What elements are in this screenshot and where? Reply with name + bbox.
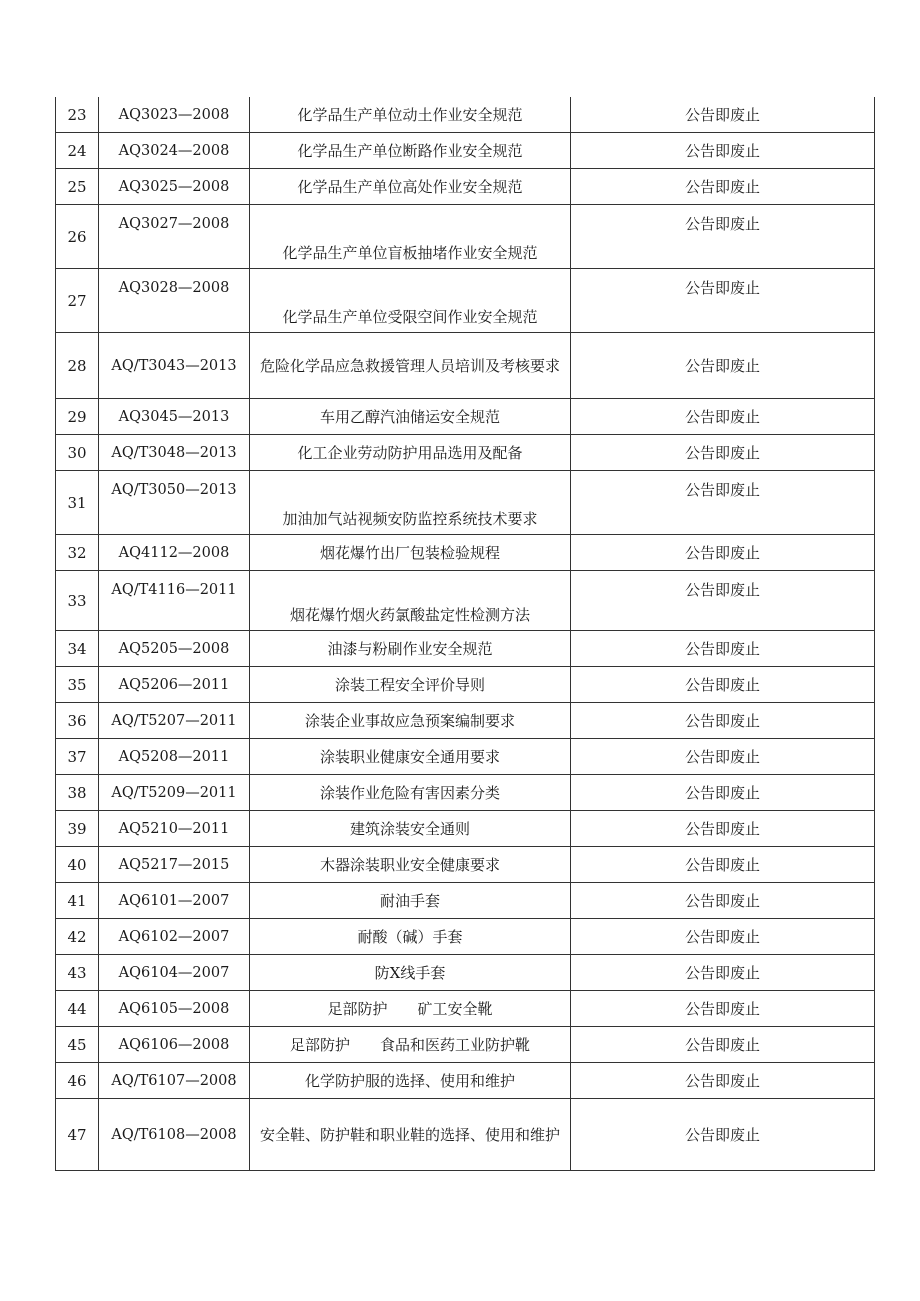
standard-code: AQ6101—2007: [99, 883, 250, 919]
standard-title: 加油加气站视频安防监控系统技术要求: [282, 510, 538, 528]
row-number: 42: [56, 919, 99, 955]
standard-title: 化学品生产单位盲板抽堵作业安全规范: [282, 244, 538, 262]
row-number: 39: [56, 811, 99, 847]
table-row: [56, 847, 875, 883]
status-cell: 公告即废止: [571, 739, 875, 775]
status-cell: 公告即废止: [571, 667, 875, 703]
standard-code: AQ3028—2008: [118, 280, 230, 296]
standard-title-cell: [250, 471, 571, 535]
status-cell: 公告即废止: [571, 883, 875, 919]
standard-title: 化学品生产单位高处作业安全规范: [250, 169, 571, 205]
standard-code: AQ6106—2008: [99, 1027, 250, 1063]
standard-title: 涂装工程安全评价导则: [250, 667, 571, 703]
standard-code: AQ/T3050—2013: [111, 482, 237, 498]
status-cell: 公告即废止: [571, 535, 875, 571]
standard-title: 危险化学品应急救援管理人员培训及考核要求: [250, 333, 571, 399]
standard-code: AQ6102—2007: [99, 919, 250, 955]
table-row: [56, 631, 875, 667]
status-cell: 公告即废止: [571, 775, 875, 811]
status-cell: 公告即废止: [571, 991, 875, 1027]
status-cell: 公告即废止: [571, 399, 875, 435]
row-number: 47: [56, 1099, 99, 1171]
row-number: 36: [56, 703, 99, 739]
row-number: 29: [56, 399, 99, 435]
standard-title: 化学防护服的选择、使用和维护: [250, 1063, 571, 1099]
table-row: [56, 775, 875, 811]
standard-title: 涂装作业危险有害因素分类: [250, 775, 571, 811]
status-cell: [571, 571, 875, 631]
standard-title: 安全鞋、防护鞋和职业鞋的选择、使用和维护: [250, 1099, 571, 1171]
standard-title-cell: [250, 571, 571, 631]
row-number: 43: [56, 955, 99, 991]
standard-title: 烟花爆竹出厂包装检验规程: [250, 535, 571, 571]
table-row: [56, 205, 875, 269]
row-number: 24: [56, 133, 99, 169]
status-text: 公告即废止: [684, 581, 760, 599]
standard-title: 涂装企业事故应急预案编制要求: [250, 703, 571, 739]
table-row: [56, 169, 875, 205]
row-number: 40: [56, 847, 99, 883]
status-cell: [571, 471, 875, 535]
table-row: [56, 333, 875, 399]
status-cell: 公告即废止: [571, 1099, 875, 1171]
row-number: 30: [56, 435, 99, 471]
standard-title: 木器涂装职业安全健康要求: [250, 847, 571, 883]
standard-title-cell: [250, 205, 571, 269]
table-row: [56, 435, 875, 471]
status-text: 公告即废止: [684, 279, 760, 297]
row-number: 35: [56, 667, 99, 703]
standard-code: AQ/T3043—2013: [99, 333, 250, 399]
standards-table: [55, 97, 875, 1171]
table-row: [56, 1063, 875, 1099]
status-cell: 公告即废止: [571, 133, 875, 169]
status-cell: [571, 205, 875, 269]
standard-title: 车用乙醇汽油储运安全规范: [250, 399, 571, 435]
standard-code: AQ5206—2011: [99, 667, 250, 703]
table-row: [56, 535, 875, 571]
row-number: 41: [56, 883, 99, 919]
row-number: 34: [56, 631, 99, 667]
status-cell: 公告即废止: [571, 811, 875, 847]
status-text: 公告即废止: [684, 215, 760, 233]
table-row: [56, 991, 875, 1027]
standard-code: AQ3045—2013: [99, 399, 250, 435]
table-row: [56, 667, 875, 703]
standard-code: AQ/T5207—2011: [99, 703, 250, 739]
standard-code: AQ3023—2008: [99, 97, 250, 133]
row-number: 32: [56, 535, 99, 571]
standard-title: 耐油手套: [250, 883, 571, 919]
standard-code-cell: [99, 571, 250, 631]
row-number: 25: [56, 169, 99, 205]
standard-title: 足部防护 矿工安全靴: [250, 991, 571, 1027]
standard-code: AQ3027—2008: [118, 216, 230, 232]
standard-title: 建筑涂装安全通则: [250, 811, 571, 847]
standard-code: AQ/T4116—2011: [111, 582, 237, 598]
standard-title: 化学品生产单位动土作业安全规范: [250, 97, 571, 133]
standard-title: 涂装职业健康安全通用要求: [250, 739, 571, 775]
table-row: [56, 1099, 875, 1171]
status-cell: 公告即废止: [571, 919, 875, 955]
standard-code: AQ/T6107—2008: [99, 1063, 250, 1099]
row-number: 46: [56, 1063, 99, 1099]
standard-code: AQ5208—2011: [99, 739, 250, 775]
standard-title: 烟花爆竹烟火药氯酸盐定性检测方法: [289, 606, 530, 624]
row-number: 38: [56, 775, 99, 811]
status-cell: 公告即废止: [571, 847, 875, 883]
standard-code: AQ5210—2011: [99, 811, 250, 847]
standard-code: AQ/T3048—2013: [99, 435, 250, 471]
standard-code-cell: [99, 205, 250, 269]
standard-title: 足部防护 食品和医药工业防护靴: [250, 1027, 571, 1063]
status-cell: 公告即废止: [571, 333, 875, 399]
row-number: 27: [56, 269, 99, 333]
status-cell: 公告即废止: [571, 703, 875, 739]
standard-code: AQ/T5209—2011: [99, 775, 250, 811]
standard-title: 防X线手套: [250, 955, 571, 991]
row-number: 28: [56, 333, 99, 399]
standard-code: AQ6104—2007: [99, 955, 250, 991]
standard-code: AQ3025—2008: [99, 169, 250, 205]
table-row: [56, 269, 875, 333]
row-number: 23: [56, 97, 99, 133]
row-number: 31: [56, 471, 99, 535]
standard-title: 化工企业劳动防护用品选用及配备: [250, 435, 571, 471]
status-cell: 公告即废止: [571, 955, 875, 991]
standard-code: AQ5217—2015: [99, 847, 250, 883]
table-row: [56, 955, 875, 991]
table-row: [56, 471, 875, 535]
standard-title: 油漆与粉刷作业安全规范: [250, 631, 571, 667]
status-text: 公告即废止: [684, 481, 760, 499]
standard-title: 化学品生产单位受限空间作业安全规范: [282, 308, 538, 326]
row-number: 44: [56, 991, 99, 1027]
table-row: [56, 133, 875, 169]
standard-code: AQ/T6108—2008: [99, 1099, 250, 1171]
table-row: [56, 399, 875, 435]
table-row: [56, 919, 875, 955]
table-row: [56, 571, 875, 631]
row-number: 26: [56, 205, 99, 269]
standard-title-cell: [250, 269, 571, 333]
standard-code: AQ5205—2008: [99, 631, 250, 667]
standard-code: AQ6105—2008: [99, 991, 250, 1027]
status-cell: 公告即废止: [571, 1063, 875, 1099]
standard-code: AQ4112—2008: [99, 535, 250, 571]
row-number: 33: [56, 571, 99, 631]
row-number: 37: [56, 739, 99, 775]
table-row: [56, 883, 875, 919]
status-cell: 公告即废止: [571, 1027, 875, 1063]
standard-code: AQ3024—2008: [99, 133, 250, 169]
status-cell: [571, 269, 875, 333]
standard-title: 化学品生产单位断路作业安全规范: [250, 133, 571, 169]
table-row: [56, 739, 875, 775]
standard-code-cell: [99, 471, 250, 535]
status-cell: 公告即废止: [571, 435, 875, 471]
status-cell: 公告即废止: [571, 631, 875, 667]
standard-code-cell: [99, 269, 250, 333]
table-row: [56, 811, 875, 847]
row-number: 45: [56, 1027, 99, 1063]
table-row: [56, 703, 875, 739]
status-cell: 公告即废止: [571, 97, 875, 133]
table-row: [56, 1027, 875, 1063]
status-cell: 公告即废止: [571, 169, 875, 205]
table-row: [56, 97, 875, 133]
standard-title: 耐酸（碱）手套: [250, 919, 571, 955]
